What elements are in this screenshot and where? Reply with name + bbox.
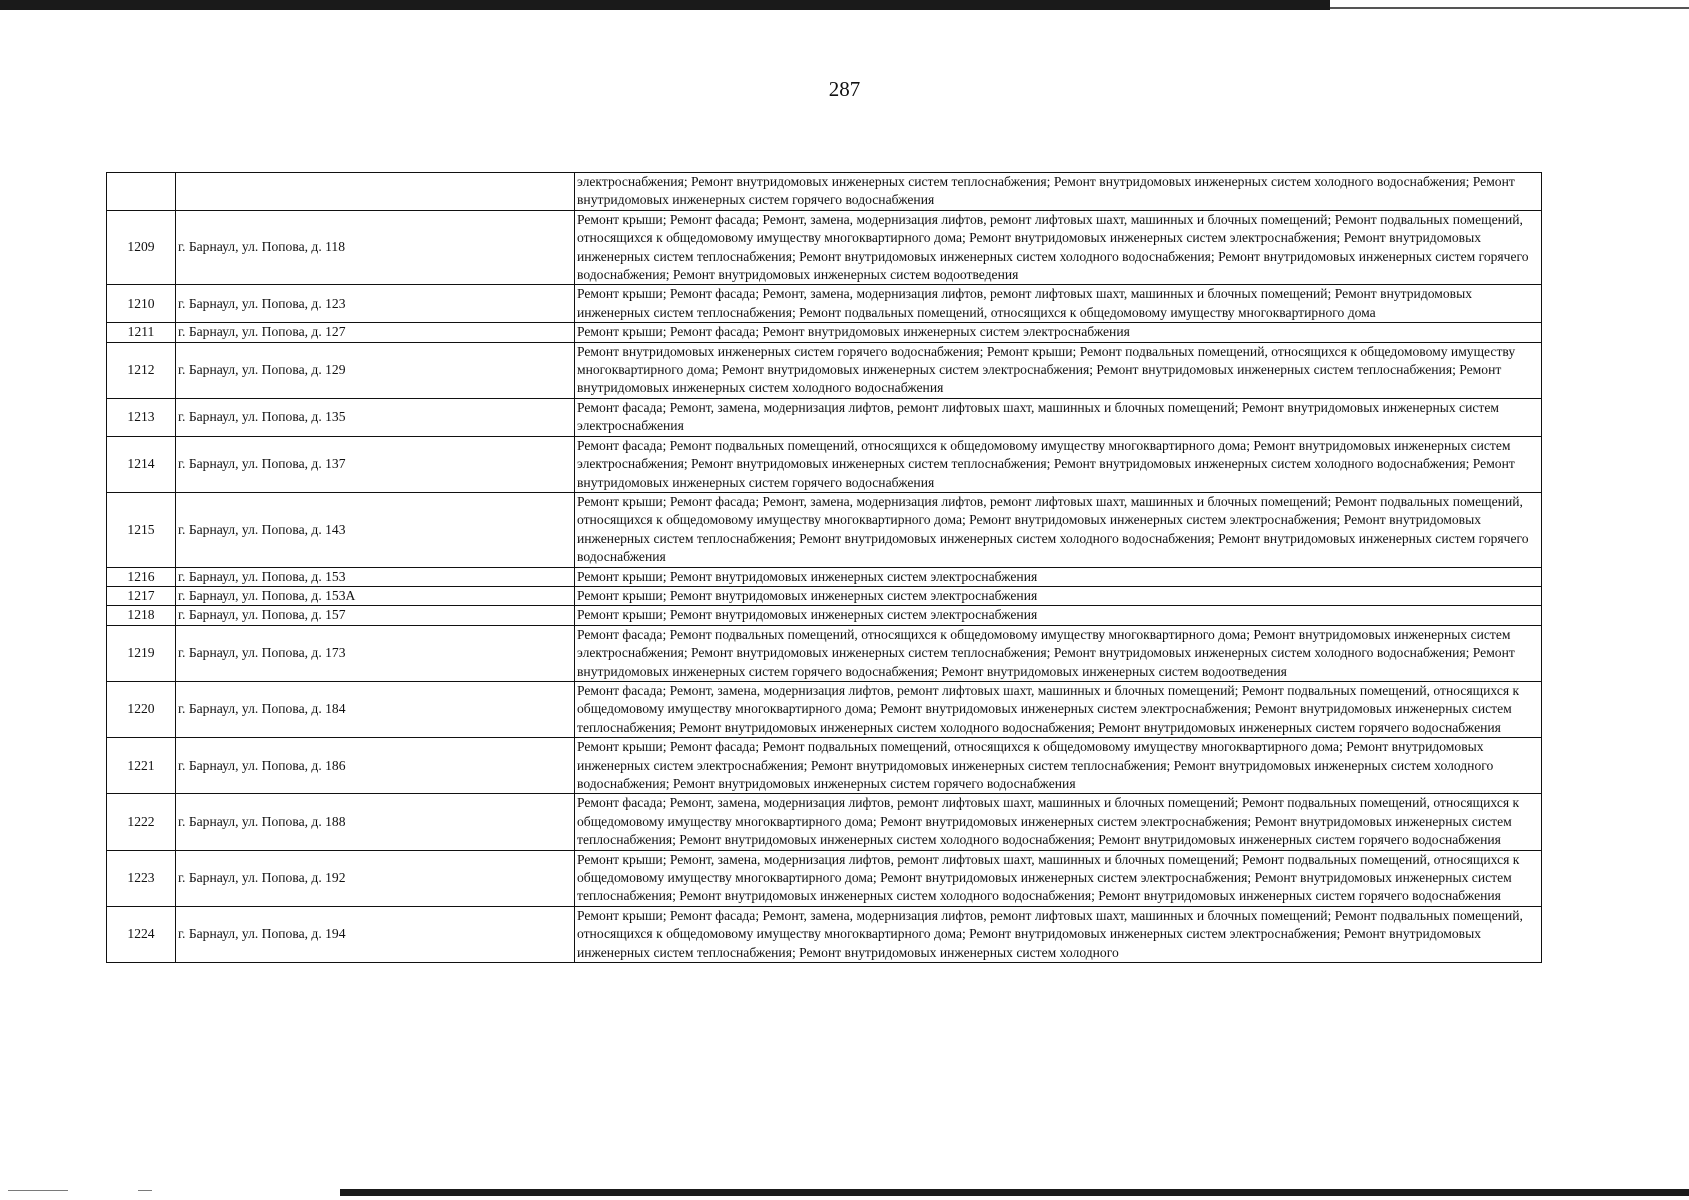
table-row	[107, 906, 1542, 962]
scan-mark-small	[138, 1190, 152, 1191]
row-address: г. Барнаул, ул. Попова, д. 123	[176, 285, 575, 323]
row-works: Ремонт крыши; Ремонт фасада; Ремонт, замена, модернизация лифтов, ремонт лифтовых шахт, машинных и блочных помещений; Ремонт подвальных помещений, относящихся к общедомовому имуществу многоквартирного дома; Ремонт внутридомовых инженерных систем электроснабжения; Ремонт внутридомовых инженерных систем теплоснабжения; Ремонт внутридомовых инженерных систем холодного водоснабжения; Ремонт внутридомовых инженерных систем горячего водоснабжения	[575, 492, 1542, 567]
row-address: г. Барнаул, ул. Попова, д. 194	[176, 906, 575, 962]
row-address: г. Барнаул, ул. Попова, д. 188	[176, 794, 575, 850]
row-address: г. Барнаул, ул. Попова, д. 137	[176, 436, 575, 492]
scan-border-bottom	[340, 1189, 1689, 1196]
row-address: г. Барнаул, ул. Попова, д. 192	[176, 850, 575, 906]
scan-border-top-thin	[1330, 7, 1689, 9]
row-address: г. Барнаул, ул. Попова, д. 157	[176, 606, 575, 625]
row-address: г. Барнаул, ул. Попова, д. 129	[176, 342, 575, 398]
table-row	[107, 681, 1542, 737]
row-number: 1213	[107, 398, 176, 436]
row-works: Ремонт крыши; Ремонт внутридомовых инженерных систем электроснабжения	[575, 606, 1542, 625]
table-row	[107, 436, 1542, 492]
row-address: г. Барнаул, ул. Попова, д. 186	[176, 738, 575, 794]
page-number: 287	[828, 77, 861, 101]
row-number: 1214	[107, 436, 176, 492]
row-number: 1222	[107, 794, 176, 850]
table-row	[107, 625, 1542, 681]
row-number: 1215	[107, 492, 176, 567]
table-row	[107, 606, 1542, 625]
row-address: г. Барнаул, ул. Попова, д. 143	[176, 492, 575, 567]
table-row	[107, 738, 1542, 794]
row-works: Ремонт крыши; Ремонт фасада; Ремонт, замена, модернизация лифтов, ремонт лифтовых шахт, машинных и блочных помещений; Ремонт подвальных помещений, относящихся к общедомовому имуществу многоквартирного дома; Ремонт внутридомовых инженерных систем электроснабжения; Ремонт внутридомовых инженерных систем теплоснабжения; Ремонт внутридомовых инженерных систем холодного	[575, 906, 1542, 962]
row-number: 1219	[107, 625, 176, 681]
row-number: 1221	[107, 738, 176, 794]
table-row	[107, 210, 1542, 285]
table-row	[107, 492, 1542, 567]
row-works: Ремонт крыши; Ремонт фасада; Ремонт подвальных помещений, относящихся к общедомовому имуществу многоквартирного дома; Ремонт внутридомовых инженерных систем электроснабжения; Ремонт внутридомовых инженерных систем теплоснабжения; Ремонт внутридомовых инженерных систем холодного водоснабжения; Ремонт внутридомовых инженерных систем горячего водоснабжения	[575, 738, 1542, 794]
table-row	[107, 323, 1542, 342]
row-works: Ремонт фасада; Ремонт, замена, модернизация лифтов, ремонт лифтовых шахт, машинных и блочных помещений; Ремонт подвальных помещений, относящихся к общедомовому имуществу многоквартирного дома; Ремонт внутридомовых инженерных систем электроснабжения; Ремонт внутридомовых инженерных систем теплоснабжения; Ремонт внутридомовых инженерных систем холодного водоснабжения; Ремонт внутридомовых инженерных систем горячего водоснабжения	[575, 794, 1542, 850]
row-number: 1216	[107, 567, 176, 586]
row-works: Ремонт крыши; Ремонт фасада; Ремонт внутридомовых инженерных систем электроснабжения	[575, 323, 1542, 342]
row-number: 1218	[107, 606, 176, 625]
row-works: Ремонт крыши; Ремонт внутридомовых инженерных систем электроснабжения	[575, 567, 1542, 586]
row-address	[176, 173, 575, 211]
table-row	[107, 173, 1542, 211]
table-row	[107, 567, 1542, 586]
row-address: г. Барнаул, ул. Попова, д. 153	[176, 567, 575, 586]
row-number: 1211	[107, 323, 176, 342]
row-works: Ремонт фасада; Ремонт подвальных помещений, относящихся к общедомовому имуществу многоквартирного дома; Ремонт внутридомовых инженерных систем электроснабжения; Ремонт внутридомовых инженерных систем теплоснабжения; Ремонт внутридомовых инженерных систем холодного водоснабжения; Ремонт внутридомовых инженерных систем горячего водоснабжения	[575, 436, 1542, 492]
table-row	[107, 850, 1542, 906]
row-address: г. Барнаул, ул. Попова, д. 135	[176, 398, 575, 436]
table-row	[107, 586, 1542, 605]
row-works: Ремонт внутридомовых инженерных систем горячего водоснабжения; Ремонт крыши; Ремонт подвальных помещений, относящихся к общедомовому имуществу многоквартирного дома; Ремонт внутридомовых инженерных систем электроснабжения; Ремонт внутридомовых инженерных систем теплоснабжения; Ремонт внутридомовых инженерных систем холодного водоснабжения	[575, 342, 1542, 398]
row-address: г. Барнаул, ул. Попова, д. 153А	[176, 586, 575, 605]
row-works: Ремонт фасада; Ремонт подвальных помещений, относящихся к общедомовому имуществу многоквартирного дома; Ремонт внутридомовых инженерных систем электроснабжения; Ремонт внутридомовых инженерных систем теплоснабжения; Ремонт внутридомовых инженерных систем холодного водоснабжения; Ремонт внутридомовых инженерных систем горячего водоснабжения; Ремонт внутридомовых инженерных систем водоотведения	[575, 625, 1542, 681]
row-number: 1212	[107, 342, 176, 398]
table-row	[107, 794, 1542, 850]
scan-border-top	[0, 0, 1330, 10]
row-address: г. Барнаул, ул. Попова, д. 127	[176, 323, 575, 342]
repair-registry-table	[106, 172, 1542, 963]
row-address: г. Барнаул, ул. Попова, д. 118	[176, 210, 575, 285]
table-row	[107, 285, 1542, 323]
row-works: Ремонт крыши; Ремонт фасада; Ремонт, замена, модернизация лифтов, ремонт лифтовых шахт, машинных и блочных помещений; Ремонт подвальных помещений, относящихся к общедомовому имуществу многоквартирного дома; Ремонт внутридомовых инженерных систем электроснабжения; Ремонт внутридомовых инженерных систем теплоснабжения; Ремонт внутридомовых инженерных систем холодного водоснабжения; Ремонт внутридомовых инженерных систем горячего водоснабжения; Ремонт внутридомовых инженерных систем водоотведения	[575, 210, 1542, 285]
table-row	[107, 342, 1542, 398]
table-row	[107, 398, 1542, 436]
row-works: Ремонт фасада; Ремонт, замена, модернизация лифтов, ремонт лифтовых шахт, машинных и блочных помещений; Ремонт внутридомовых инженерных систем электроснабжения	[575, 398, 1542, 436]
row-number: 1217	[107, 586, 176, 605]
row-number: 1220	[107, 681, 176, 737]
row-address: г. Барнаул, ул. Попова, д. 173	[176, 625, 575, 681]
row-works: электроснабжения; Ремонт внутридомовых инженерных систем теплоснабжения; Ремонт внутридомовых инженерных систем холодного водоснабжения; Ремонт внутридомовых инженерных систем горячего водоснабжения	[575, 173, 1542, 211]
row-address: г. Барнаул, ул. Попова, д. 184	[176, 681, 575, 737]
row-works: Ремонт крыши; Ремонт, замена, модернизация лифтов, ремонт лифтовых шахт, машинных и блочных помещений; Ремонт подвальных помещений, относящихся к общедомовому имуществу многоквартирного дома; Ремонт внутридомовых инженерных систем электроснабжения; Ремонт внутридомовых инженерных систем теплоснабжения; Ремонт внутридомовых инженерных систем холодного водоснабжения; Ремонт внутридомовых инженерных систем горячего водоснабжения	[575, 850, 1542, 906]
row-number: 1223	[107, 850, 176, 906]
row-works: Ремонт фасада; Ремонт, замена, модернизация лифтов, ремонт лифтовых шахт, машинных и блочных помещений; Ремонт подвальных помещений, относящихся к общедомовому имуществу многоквартирного дома; Ремонт внутридомовых инженерных систем электроснабжения; Ремонт внутридомовых инженерных систем теплоснабжения; Ремонт внутридомовых инженерных систем холодного водоснабжения; Ремонт внутридомовых инженерных систем горячего водоснабжения	[575, 681, 1542, 737]
row-number	[107, 173, 176, 211]
row-number: 1209	[107, 210, 176, 285]
scan-mark-left	[8, 1190, 68, 1191]
row-number: 1224	[107, 906, 176, 962]
row-works: Ремонт крыши; Ремонт фасада; Ремонт, замена, модернизация лифтов, ремонт лифтовых шахт, машинных и блочных помещений; Ремонт внутридомовых инженерных систем теплоснабжения; Ремонт подвальных помещений, относящихся к общедомовому имуществу многоквартирного дома	[575, 285, 1542, 323]
row-number: 1210	[107, 285, 176, 323]
row-works: Ремонт крыши; Ремонт внутридомовых инженерных систем электроснабжения	[575, 586, 1542, 605]
